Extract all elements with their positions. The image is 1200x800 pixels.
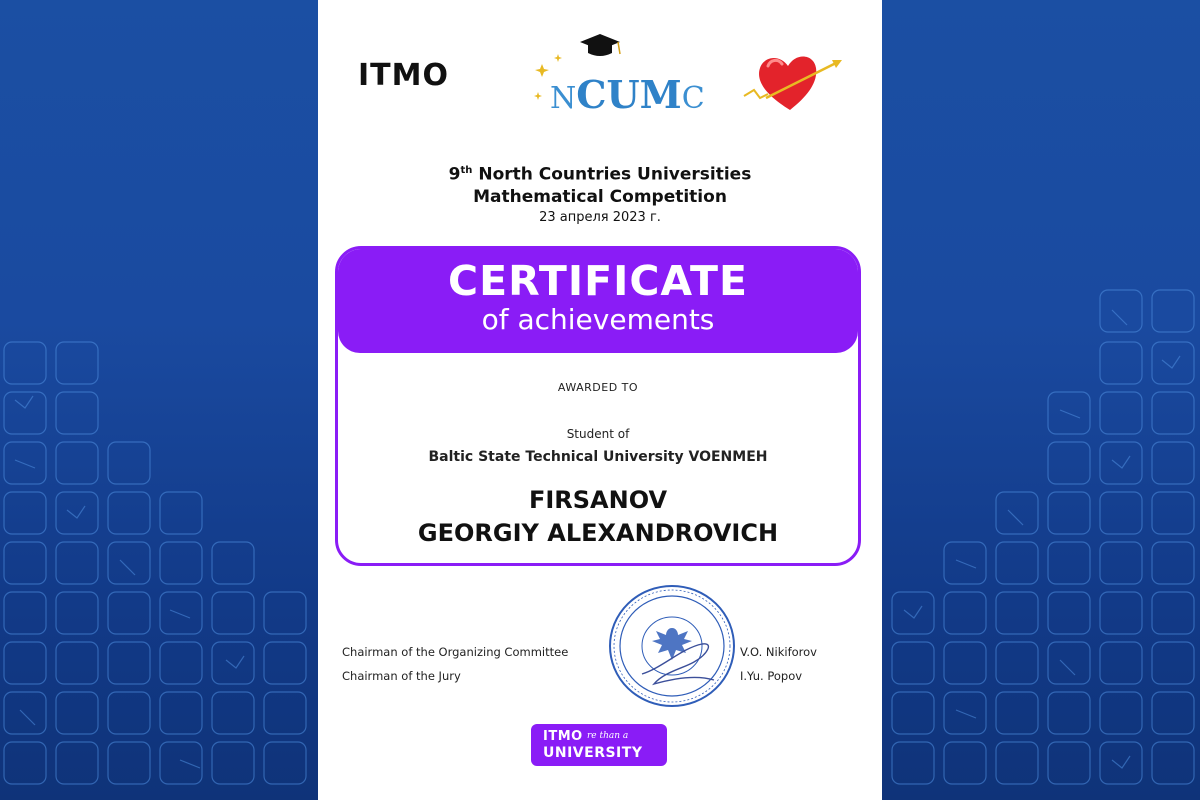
ncums-letters-cum: CUM — [576, 72, 682, 117]
student-of-label: Student of — [566, 427, 630, 441]
footer-itmo-text: ITMO — [543, 729, 583, 744]
itmo-more-than-university-badge — [531, 724, 667, 766]
recipient-name — [338, 484, 858, 550]
certificate-subtitle: of achievements — [481, 303, 715, 336]
ncums-wordmark — [550, 72, 705, 117]
certificate-header — [338, 249, 858, 353]
certificate-title: CERTIFICATE — [448, 257, 748, 305]
ncums-letter-n: N — [550, 81, 577, 116]
university-name: Baltic State Technical University VOENMEH — [428, 449, 768, 465]
itmo-logo: ITMO — [358, 58, 449, 93]
certificate-page — [318, 0, 882, 800]
awarded-to-label: AWARDED TO — [557, 381, 639, 394]
ordinal-suffix: th — [460, 165, 473, 176]
competition-heading — [318, 160, 882, 227]
footer-script-text: re than a — [587, 731, 629, 741]
competition-date: 23 апреля 2023 г. — [539, 209, 661, 225]
ncums-logo — [528, 20, 705, 120]
jury-chair-name: I.Yu. Popov — [740, 669, 803, 683]
competition-name-part1: North Countries Universities — [472, 164, 752, 185]
organizing-chair-title: Chairman of the Organizing Committee — [342, 645, 569, 659]
competition-title-line1 — [318, 160, 882, 186]
jury-chair-title: Chairman of the Jury — [342, 669, 461, 683]
footer-university-text: UNIVERSITY — [543, 745, 643, 761]
recipient-given-names: GEORGIY ALEXANDROVICH — [417, 519, 779, 547]
official-seal-icon — [602, 582, 750, 714]
recipient-surname: FIRSANOV — [528, 486, 668, 514]
decorative-tiles-left — [0, 280, 318, 800]
ordinal-number: 9 — [448, 164, 461, 185]
decorative-tiles-right — [882, 280, 1200, 800]
competition-title-line2: Mathematical Competition — [473, 186, 727, 207]
certificate-frame — [335, 246, 861, 566]
organizing-chair-name: V.O. Nikiforov — [740, 645, 817, 659]
heart-with-arrow-icon — [738, 40, 848, 120]
ncums-letter-c: C — [681, 81, 705, 116]
